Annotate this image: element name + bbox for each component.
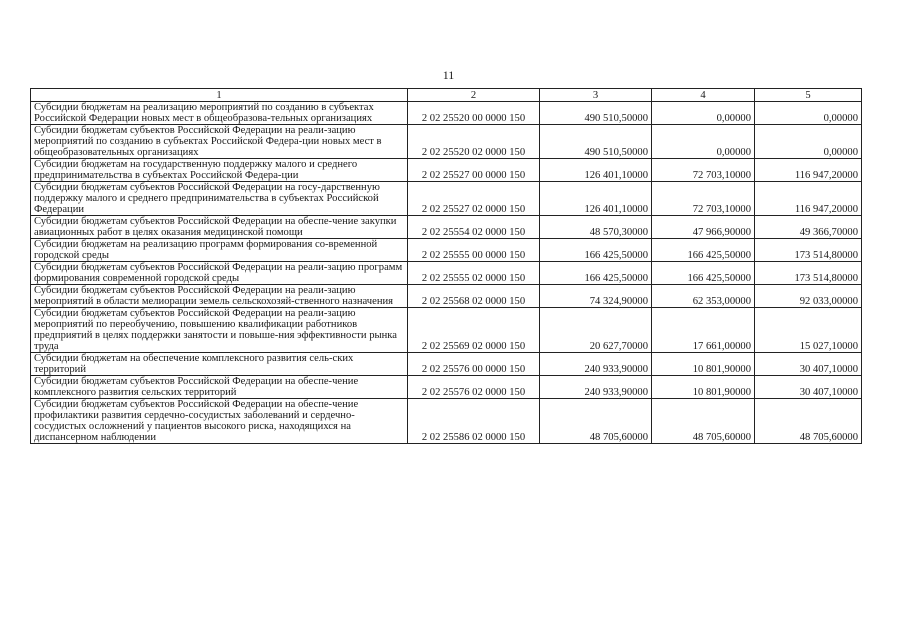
row-description: Субсидии бюджетам субъектов Российской Федерации на госу-дарственную поддержку малого и среднего предпринимательства в субъектах Российской Федерации [31,182,408,216]
row-amount-col3: 74 324,90000 [540,285,652,308]
row-amount-col5: 116 947,20000 [755,159,862,182]
table-row [31,239,862,262]
row-amount-col5: 92 033,00000 [755,285,862,308]
table-row [31,159,862,182]
table-row [31,285,862,308]
row-budget-code: 2 02 25576 00 0000 150 [408,353,540,376]
row-amount-col4: 166 425,50000 [652,239,755,262]
table-row [31,216,862,239]
table-row [31,353,862,376]
table-row [31,182,862,216]
row-amount-col5: 15 027,10000 [755,308,862,353]
row-amount-col5: 116 947,20000 [755,182,862,216]
row-amount-col3: 48 705,60000 [540,399,652,444]
row-amount-col5: 173 514,80000 [755,262,862,285]
row-amount-col4: 17 661,00000 [652,308,755,353]
row-budget-code: 2 02 25568 02 0000 150 [408,285,540,308]
header-col-1: 1 [31,89,408,102]
row-budget-code: 2 02 25554 02 0000 150 [408,216,540,239]
header-col-2: 2 [408,89,540,102]
row-description: Субсидии бюджетам на реализацию программ формирования со-временной городской среды [31,239,408,262]
row-description: Субсидии бюджетам субъектов Российской Федерации на реали-зацию мероприятий по созданию в субъектах Российской Федера-ции новых мест в общеобразовательных организациях [31,125,408,159]
row-amount-col4: 72 703,10000 [652,159,755,182]
row-amount-col3: 240 933,90000 [540,376,652,399]
row-amount-col4: 62 353,00000 [652,285,755,308]
row-amount-col3: 126 401,10000 [540,182,652,216]
row-description: Субсидии бюджетам субъектов Российской Федерации на обеспе-чение профилактики развития сердечно-сосудистых заболеваний и сердечно-сосудистых осложнений у пациентов высокого риска, находящихся на диспансерном наблюдении [31,399,408,444]
row-description: Субсидии бюджетам на обеспечение комплексного развития сель-ских территорий [31,353,408,376]
row-budget-code: 2 02 25555 00 0000 150 [408,239,540,262]
row-amount-col3: 490 510,50000 [540,102,652,125]
header-col-5: 5 [755,89,862,102]
row-budget-code: 2 02 25520 02 0000 150 [408,125,540,159]
row-budget-code: 2 02 25527 02 0000 150 [408,182,540,216]
budget-table [30,88,862,444]
table-row [31,125,862,159]
row-amount-col3: 166 425,50000 [540,239,652,262]
row-amount-col4: 166 425,50000 [652,262,755,285]
row-description: Субсидии бюджетам субъектов Российской Федерации на реали-зацию мероприятий в области мелиорации земель сельскохозяй-ственного назначения [31,285,408,308]
table-row [31,102,862,125]
header-col-3: 3 [540,89,652,102]
row-amount-col4: 48 705,60000 [652,399,755,444]
header-col-4: 4 [652,89,755,102]
row-amount-col3: 166 425,50000 [540,262,652,285]
row-amount-col3: 240 933,90000 [540,353,652,376]
row-description: Субсидии бюджетам субъектов Российской Федерации на обеспе-чение закупки авиационных работ в целях оказания медицинской помощи [31,216,408,239]
row-description: Субсидии бюджетам субъектов Российской Федерации на реали-зацию программ формирования современной городской среды [31,262,408,285]
row-amount-col4: 72 703,10000 [652,182,755,216]
row-amount-col4: 10 801,90000 [652,376,755,399]
row-amount-col3: 126 401,10000 [540,159,652,182]
table-row [31,262,862,285]
row-amount-col4: 0,00000 [652,125,755,159]
row-amount-col5: 49 366,70000 [755,216,862,239]
table-body [31,102,862,444]
row-amount-col5: 173 514,80000 [755,239,862,262]
table-row [31,376,862,399]
row-budget-code: 2 02 25527 00 0000 150 [408,159,540,182]
row-amount-col5: 48 705,60000 [755,399,862,444]
row-amount-col4: 10 801,90000 [652,353,755,376]
row-amount-col3: 490 510,50000 [540,125,652,159]
row-description: Субсидии бюджетам субъектов Российской Федерации на реали-зацию мероприятий по переобучению, повышению квалификации работников предприятий в целях поддержки занятости и повыше-ния эффективности рынка труда [31,308,408,353]
row-budget-code: 2 02 25586 02 0000 150 [408,399,540,444]
row-amount-col4: 0,00000 [652,102,755,125]
row-budget-code: 2 02 25555 02 0000 150 [408,262,540,285]
row-amount-col3: 48 570,30000 [540,216,652,239]
row-amount-col3: 20 627,70000 [540,308,652,353]
row-amount-col5: 0,00000 [755,125,862,159]
row-amount-col5: 0,00000 [755,102,862,125]
row-description: Субсидии бюджетам на реализацию мероприятий по созданию в субъектах Российской Федерации новых мест в общеобразова-тельных организациях [31,102,408,125]
row-amount-col5: 30 407,10000 [755,376,862,399]
row-budget-code: 2 02 25576 02 0000 150 [408,376,540,399]
row-budget-code: 2 02 25520 00 0000 150 [408,102,540,125]
row-amount-col4: 47 966,90000 [652,216,755,239]
header-row [31,89,862,102]
row-amount-col5: 30 407,10000 [755,353,862,376]
page-number: 11 [442,68,455,82]
table-row [31,308,862,353]
row-description: Субсидии бюджетам на государственную поддержку малого и среднего предпринимательства в субъектах Российской Федера-ции [31,159,408,182]
table-row [31,399,862,444]
row-budget-code: 2 02 25569 02 0000 150 [408,308,540,353]
row-description: Субсидии бюджетам субъектов Российской Федерации на обеспе-чение комплексного развития сельских территорий [31,376,408,399]
